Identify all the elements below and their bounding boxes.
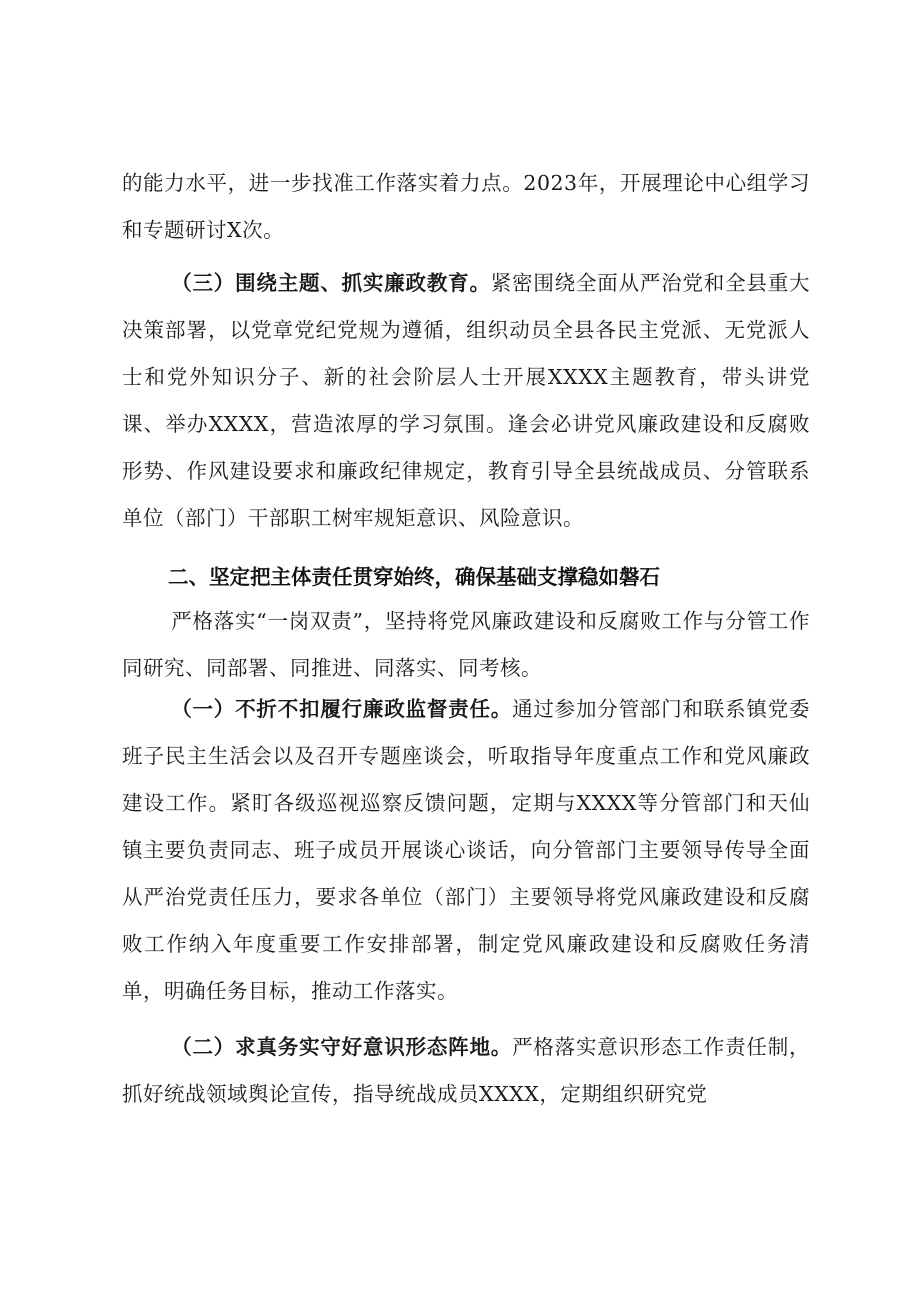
paragraph-lead: （一）不折不扣履行廉政监督责任。: [171, 697, 513, 721]
paragraph-text: 通过参加分管部门和联系镇党委班子民主生活会以及召开专题座谈会，听取指导年度重点工作和党风廉政建设工作。紧盯各级巡视巡察反馈问题，定期与XXXX等分管部门和天仙镇主要负责同志、班子成员开展谈心谈话，向分管部门主要领导传导全面从严治党责任压力，要求各单位（部门）主要领导将党风廉政建设和反腐败工作纳入年度重要工作安排部署，制定党风廉政建设和反腐败任务清单，明确任务目标，推动工作落实。: [122, 697, 811, 1003]
paragraph-intro: [122, 598, 810, 692]
paragraph-section-2: [122, 1024, 810, 1118]
paragraph-lead: （二）求真务实守好意识形态阵地。: [171, 1035, 513, 1059]
section-heading: 二、坚定把主体责任贯穿始终，确保基础支撑稳如磐石: [168, 565, 660, 589]
paragraph-lead: （三）围绕主题、抓实廉政教育。: [171, 271, 491, 295]
paragraph-section-1: [122, 686, 810, 1015]
paragraph-text: 紧密围绕全面从严治党和全县重大决策部署，以党章党纪党规为遵循，组织动员全县各民主党派、无党派人士和党外知识分子、新的社会阶层人士开展XXXX主题教育，带头讲党课、举办XXXX，营造浓厚的学习氛围。逢会必讲党风廉政建设和反腐败形势、作风建设要求和廉政纪律规定，教育引导全县统战成员、分管联系单位（部门）干部职工树牢规矩意识、风险意识。: [122, 271, 811, 530]
paragraph-text: 的能力水平，进一步找准工作落实着力点。2023年，开展理论中心组学习和专题研讨X次。: [122, 171, 810, 242]
paragraph-text: 严格落实意识形态工作责任制，抓好统战领域舆论宣传，指导统战成员XXXX，定期组织研究党: [122, 1035, 811, 1106]
paragraph-continuation: [122, 160, 810, 254]
paragraph-section-3: [122, 260, 810, 542]
paragraph-text: 严格落实“一岗双责”，坚持将党风廉政建设和反腐败工作与分管工作同研究、同部署、同推进、同落实、同考核。: [122, 609, 810, 680]
